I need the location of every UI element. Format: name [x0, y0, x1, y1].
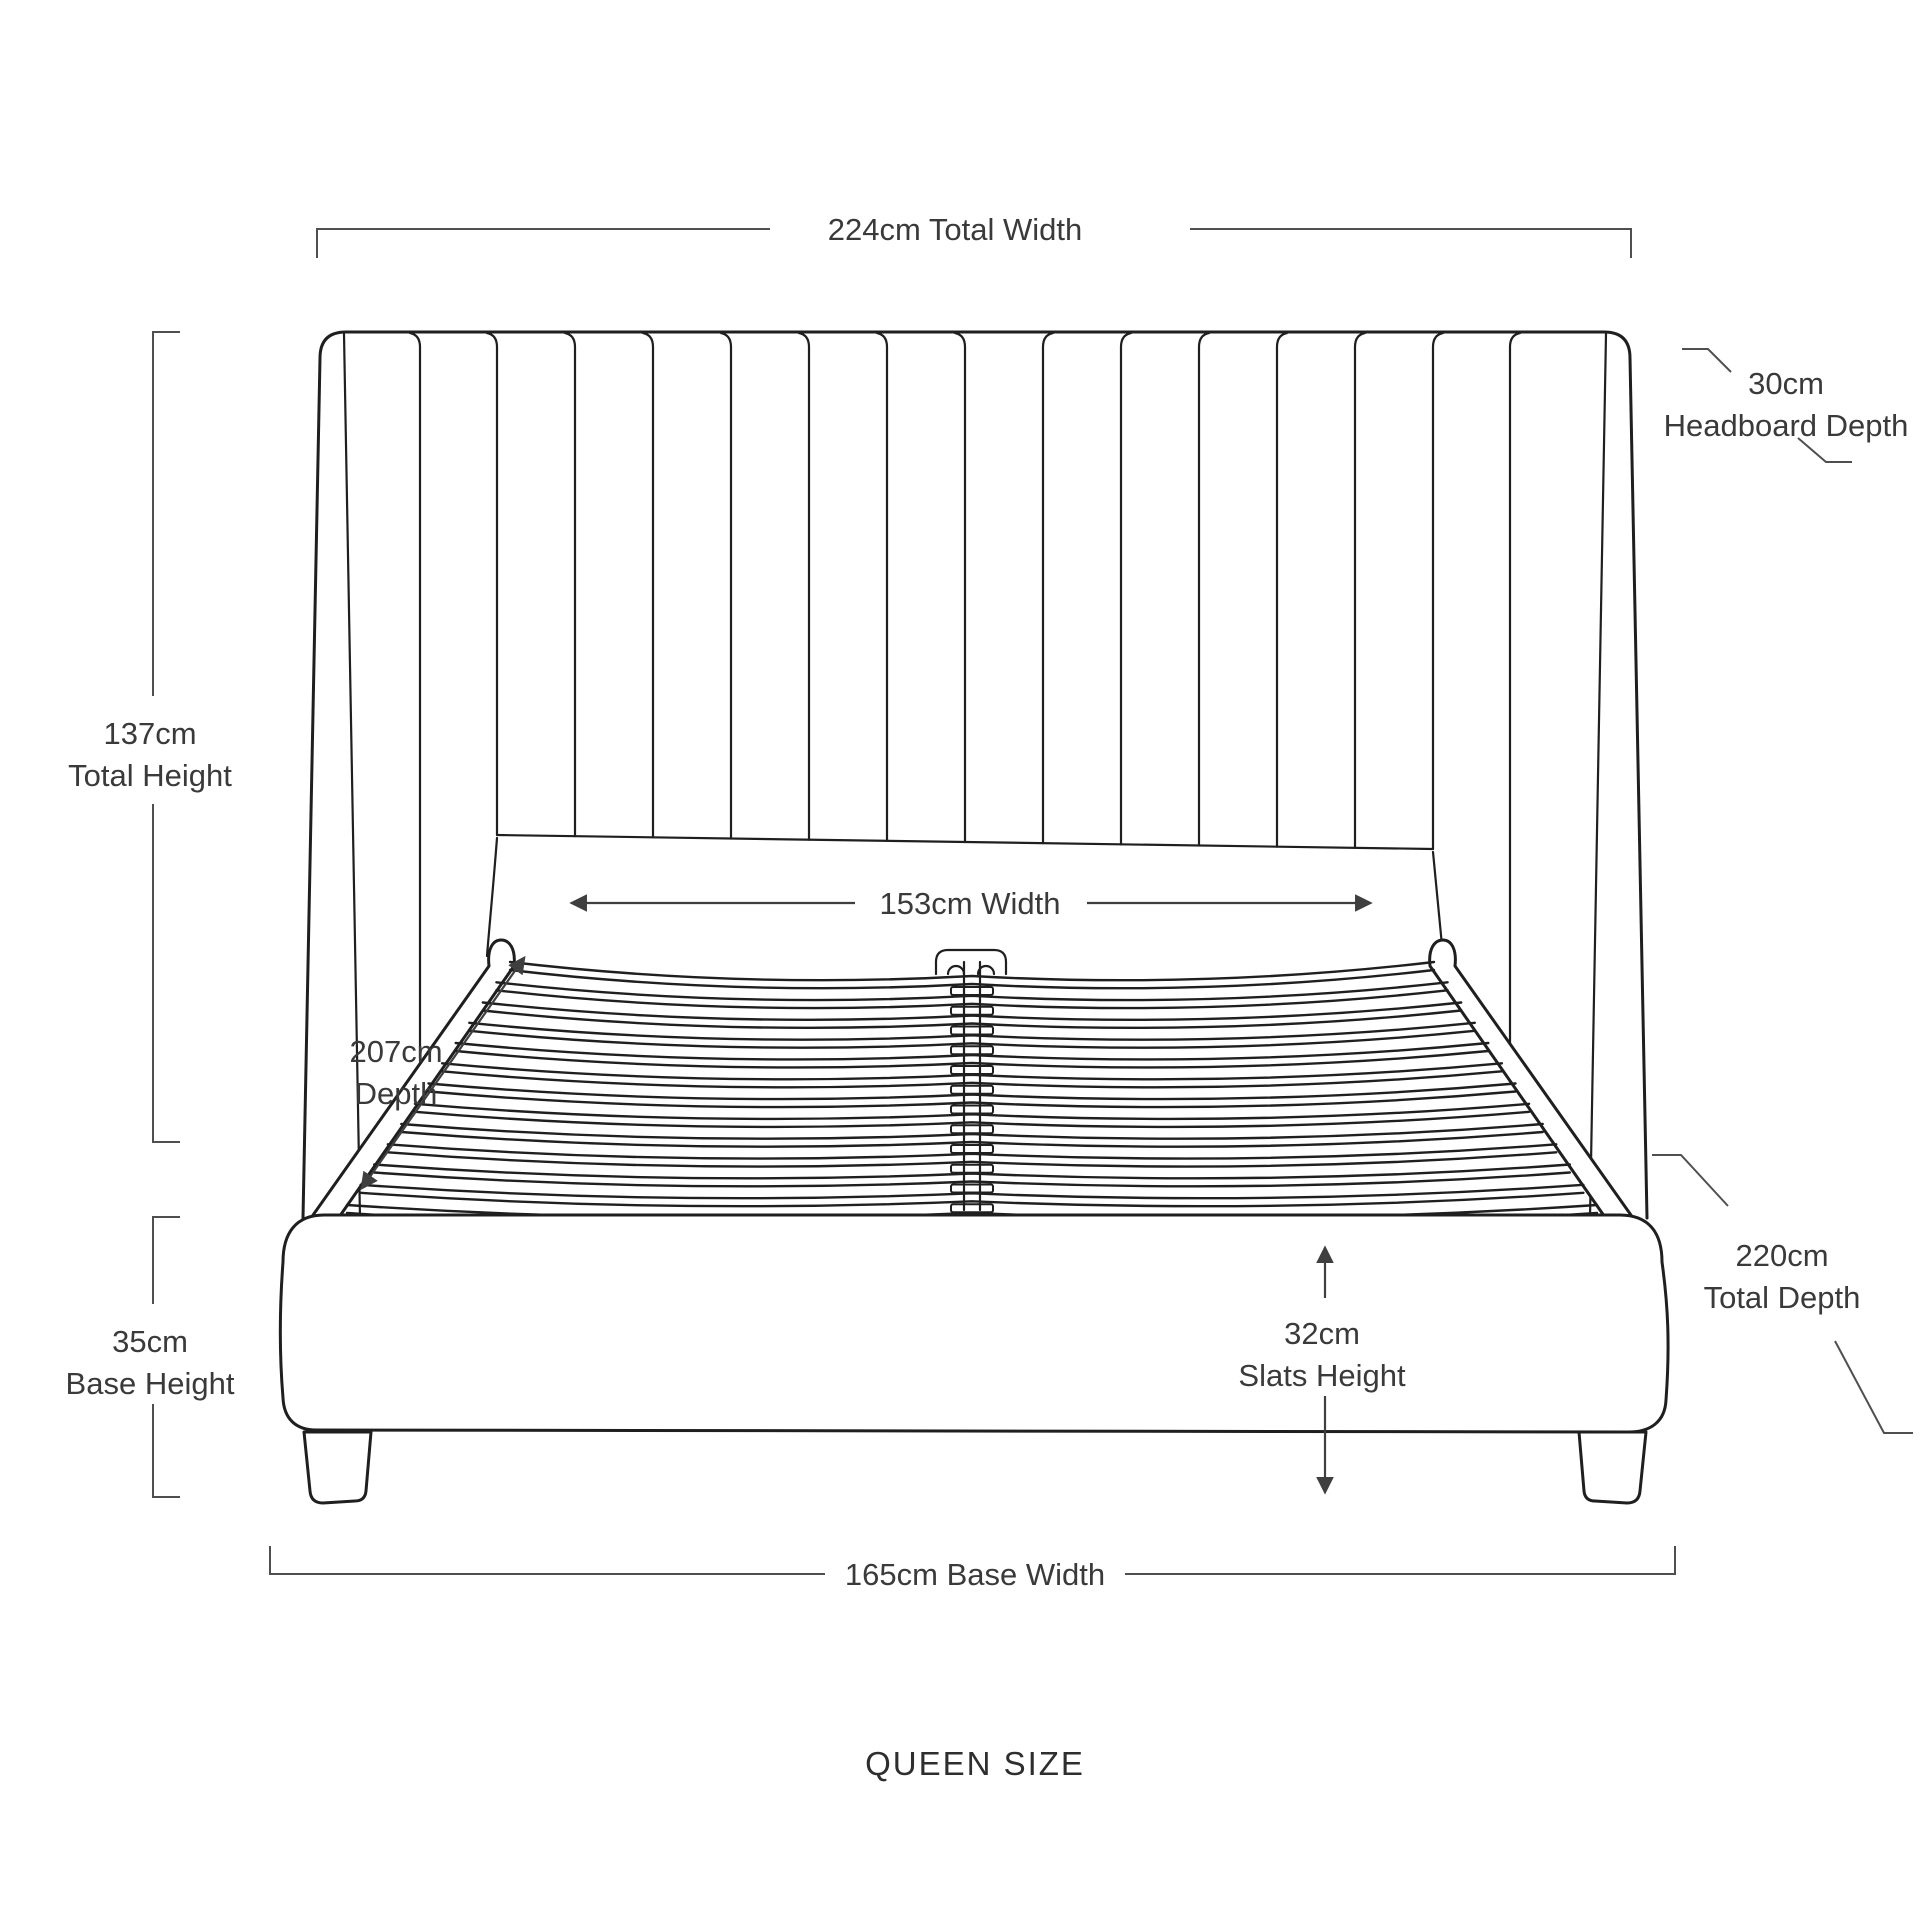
dim-base-height-label: Base Height: [65, 1366, 235, 1401]
dim-total-depth-leader-top: [1652, 1155, 1728, 1206]
slat-centre-connector: [951, 1066, 993, 1074]
dim-total-depth-label: Total Depth: [1703, 1280, 1861, 1315]
dim-total-height: [68, 332, 232, 1142]
slat-centre-connector: [951, 1086, 993, 1094]
slat-centre-connector: [951, 1046, 993, 1054]
dim-depth-label: Depth: [354, 1076, 438, 1111]
slat-centre-connector: [951, 987, 993, 995]
dim-base-width: [270, 1546, 1675, 1592]
dim-depth-value: 207cm: [349, 1034, 443, 1069]
size-caption: QUEEN SIZE: [865, 1745, 1085, 1782]
slat-centre-connector: [951, 1125, 993, 1133]
slat-centre-connector: [951, 1185, 993, 1193]
dim-total-height-label: Total Height: [68, 758, 232, 793]
dim-slats-height-value: 32cm: [1284, 1316, 1360, 1351]
bed-base: [280, 1215, 1668, 1432]
dim-slats-height-label: Slats Height: [1238, 1358, 1406, 1393]
slat-centre-connector: [951, 1106, 993, 1114]
dim-headboard-depth: [1664, 349, 1909, 462]
slat-centre-connector: [951, 1204, 993, 1212]
dim-base-height-value: 35cm: [112, 1324, 188, 1359]
dim-total-depth-value: 220cm: [1735, 1238, 1829, 1273]
slat-centre-connector: [951, 1145, 993, 1153]
dim-inner-width-label: 153cm Width: [879, 886, 1061, 921]
left-leg: [304, 1432, 371, 1503]
dim-base-height: [66, 1217, 235, 1497]
slat-centre-connector: [951, 1165, 993, 1173]
dim-total-depth-leader-bottom: [1835, 1341, 1913, 1433]
dim-total-height-value: 137cm: [103, 716, 197, 751]
dim-headboard-depth-value: 30cm: [1748, 366, 1824, 401]
dim-headboard-depth-leader-top: [1682, 349, 1731, 372]
dim-total-depth: [1652, 1155, 1913, 1433]
dim-total-width: [317, 212, 1631, 258]
slat-centre-connector: [951, 1027, 993, 1035]
slat-centre-connector: [951, 1007, 993, 1015]
dim-total-width-label: 224cm Total Width: [827, 212, 1083, 247]
dim-base-width-label: 165cm Base Width: [844, 1557, 1106, 1592]
dim-headboard-depth-label: Headboard Depth: [1663, 408, 1909, 443]
right-leg: [1579, 1432, 1646, 1503]
